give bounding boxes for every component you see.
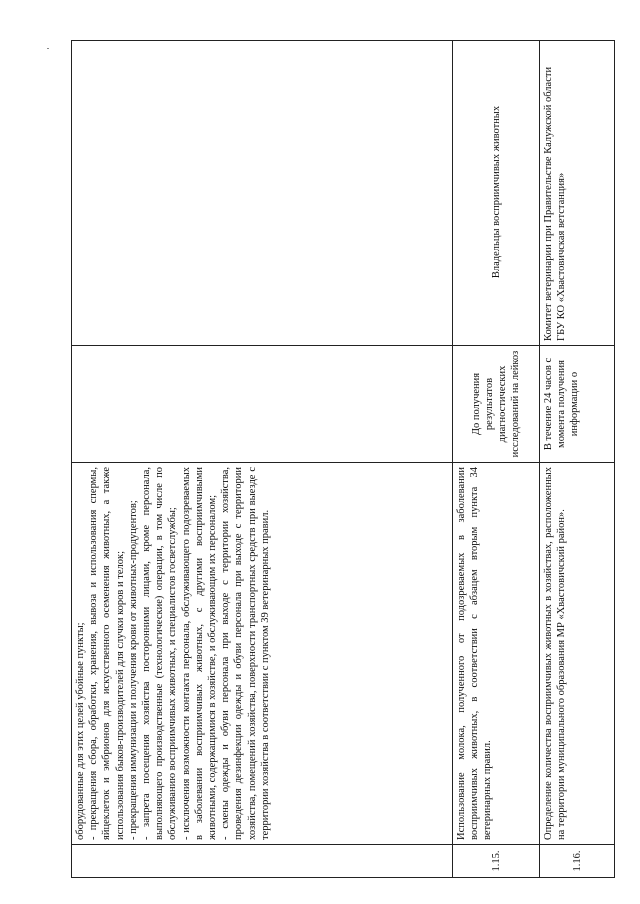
action-line: - прекращения иммунизации и получения крови от животных-продуцентов; xyxy=(127,500,139,840)
measures-table xyxy=(71,40,615,878)
term-text: До получения результатов диагностических исследований на лейкоз xyxy=(471,350,521,458)
table-row-continued xyxy=(71,40,453,878)
scan-speck xyxy=(47,48,49,49)
row-number: 1.15. xyxy=(453,844,539,877)
action-cell: Использование молока, полученного от подозреваемых в заболевании восприимчивых животных, в соответствии с абзацем вторым пункта 34 ветеринарных правил. xyxy=(453,462,539,844)
action-line: - прекращения сбора, обработки, хранения, вывоза и использования спермы, яйцеклеток и эмбрионов для искусственного осеменения животных, а также использования быков-производителей для случки коров и телок; xyxy=(88,467,126,840)
term-cell xyxy=(453,345,539,462)
responsible-text: Владельцы восприимчивых животных xyxy=(490,105,502,279)
number-cell xyxy=(72,844,452,877)
action-line: - смены одежды и обуви персонала при выходе с территории хозяйства, проведения дезинфекции одежды и обуви персонала при выходе с территории хозяйства, помещений хозяйства, поверхности транспортных средств при выезде с территории хозяйства в соответствии с пунктом 39 ветеринарных правил. xyxy=(220,467,271,840)
responsible-cell xyxy=(72,39,452,345)
responsible-cell xyxy=(540,39,614,345)
responsible-line: ГБУ КО «Хвастовичская ветстанция» xyxy=(556,172,567,341)
row-number: 1.16. xyxy=(540,844,614,877)
action-cell: Определение количества восприимчивых животных в хозяйствах, расположенных на территории муниципального образования МР «Хвастовичский район». xyxy=(540,462,614,844)
responsible-cell xyxy=(453,39,539,345)
action-line: - запрета посещения хозяйства посторонними лицами, кроме персонала, выполняющего производственные (технологические) операции, в том числе по обслуживанию восприимчивых животных, и специалистов госветслужбы; xyxy=(141,467,179,840)
term-cell: В течение 24 часов с момента получения информации о xyxy=(540,345,614,462)
action-line: оборудованные для этих целей убойные пункты; xyxy=(75,622,86,840)
table-row-1-16 xyxy=(539,40,615,878)
action-line: - исключения возможности контакта персонала, обслуживающего подозреваемых в заболевании восприимчивых животных, с другими восприимчивыми животными, содержащимися в хозяйстве, и обслуживающим их персоналом; xyxy=(180,467,219,840)
term-cell xyxy=(72,345,452,462)
table-row-1-15 xyxy=(452,40,540,878)
action-cell xyxy=(72,462,452,844)
responsible-line: Комитет ветеринарии при Правительстве Калужской области xyxy=(543,66,554,341)
